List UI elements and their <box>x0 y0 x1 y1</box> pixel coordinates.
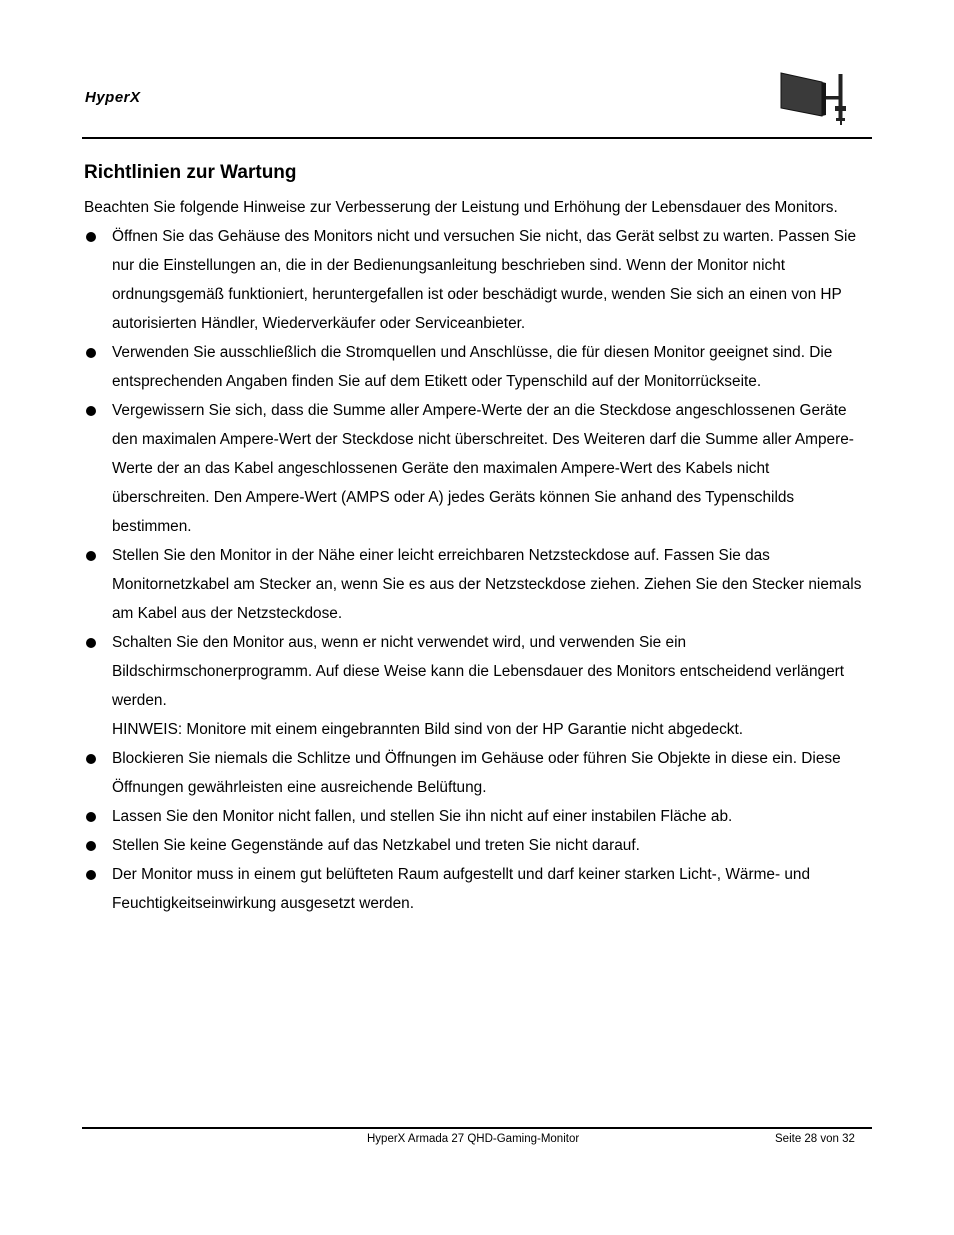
bullet-icon <box>86 841 96 851</box>
list-item-text: Stellen Sie den Monitor in der Nähe einer leicht erreichbaren Netzsteckdose auf. Fassen Sie das Monitornetzkabel am Stecker an, wenn Sie es aus der Netzsteckdose ziehen. Ziehen Sie den Stecker niemals am Kabel aus der Netzsteckdose. <box>112 547 862 622</box>
section-title: Richtlinien zur Wartung <box>84 162 297 183</box>
bullet-icon <box>86 232 96 242</box>
list-item <box>84 541 870 628</box>
bullet-icon <box>86 348 96 358</box>
footer-document-title: HyperX Armada 27 QHD-Gaming-Monitor <box>367 1133 580 1145</box>
list-item <box>84 222 870 338</box>
list-item-text: Stellen Sie keine Gegenstände auf das Netzkabel und treten Sie nicht darauf. <box>112 837 640 854</box>
guideline-list <box>84 222 870 918</box>
list-item <box>84 802 870 831</box>
bullet-icon <box>86 406 96 416</box>
content-body <box>84 193 870 918</box>
list-item <box>84 744 870 802</box>
hyperx-logo <box>84 82 180 112</box>
bullet-icon <box>86 638 96 648</box>
list-item-text: Vergewissern Sie sich, dass die Summe aller Ampere-Werte der an die Steckdose angeschlossenen Geräte den maximalen Ampere-Wert der Steckdose nicht überschreitet. Des Weiteren darf die Summe aller Ampere-Werte der an das Kabel angeschlossenen Geräte den maximalen Ampere-Wert des Kabels nicht überschreiten. Den Ampere-Wert (AMPS oder A) jedes Geräts können Sie anhand des Typenschilds bestimmen. <box>112 402 854 535</box>
list-item-text: Der Monitor muss in einem gut belüfteten Raum aufgestellt und darf keiner starken Licht-, Wärme- und Feuchtigkeitseinwirkung ausgesetzt werden. <box>112 866 811 912</box>
list-item-text: Verwenden Sie ausschließlich die Stromquellen und Anschlüsse, die für diesen Monitor geeignet sind. Die entsprechenden Angaben finden Sie auf dem Etikett oder Typenschild auf der Monitorrückseite. <box>112 344 833 390</box>
list-item <box>84 831 870 860</box>
bullet-icon <box>86 812 96 822</box>
monitor-arm-icon <box>778 70 852 126</box>
hyperx-logo-text: HyperX <box>85 89 141 106</box>
list-item-text: Schalten Sie den Monitor aus, wenn er nicht verwendet wird, und verwenden Sie ein Bildschirmschonerprogramm. Auf diese Weise kann die Lebensdauer des Monitors entscheidend verlängert werden. <box>112 634 845 709</box>
bullet-icon <box>86 551 96 561</box>
list-item-text: Blockieren Sie niemals die Schlitze und Öffnungen im Gehäuse oder führen Sie Objekte in diese ein. Diese Öffnungen gewährleisten eine ausreichende Belüftung. <box>112 750 841 796</box>
bullet-icon <box>86 754 96 764</box>
list-item-text: Lassen Sie den Monitor nicht fallen, und stellen Sie ihn nicht auf einer instabilen Fläche ab. <box>112 808 733 825</box>
note-text: HINWEIS: Monitore mit einem eingebrannten Bild sind von der HP Garantie nicht abgedeckt. <box>112 721 744 738</box>
list-item <box>84 396 870 541</box>
bullet-icon <box>86 870 96 880</box>
list-item <box>84 338 870 396</box>
footer-page-number: Seite 28 von 32 <box>775 1133 855 1145</box>
list-item <box>84 860 870 918</box>
footer-divider <box>82 1127 872 1129</box>
list-item-text: Öffnen Sie das Gehäuse des Monitors nicht und versuchen Sie nicht, das Gerät selbst zu warten. Passen Sie nur die Einstellungen an, die in der Bedienungsanleitung beschrieben sind. Wenn der Monitor nicht ordnungsgemäß funktioniert, heruntergefallen ist oder beschädigt wurde, wenden Sie sich an einen von HP autorisierten Händler, Wiederverkäufer oder Serviceanbieter. <box>112 228 857 332</box>
intro-paragraph: Beachten Sie folgende Hinweise zur Verbesserung der Leistung und Erhöhung der Lebensdauer des Monitors. <box>84 199 838 216</box>
list-item <box>84 628 870 744</box>
header-divider <box>82 137 872 139</box>
